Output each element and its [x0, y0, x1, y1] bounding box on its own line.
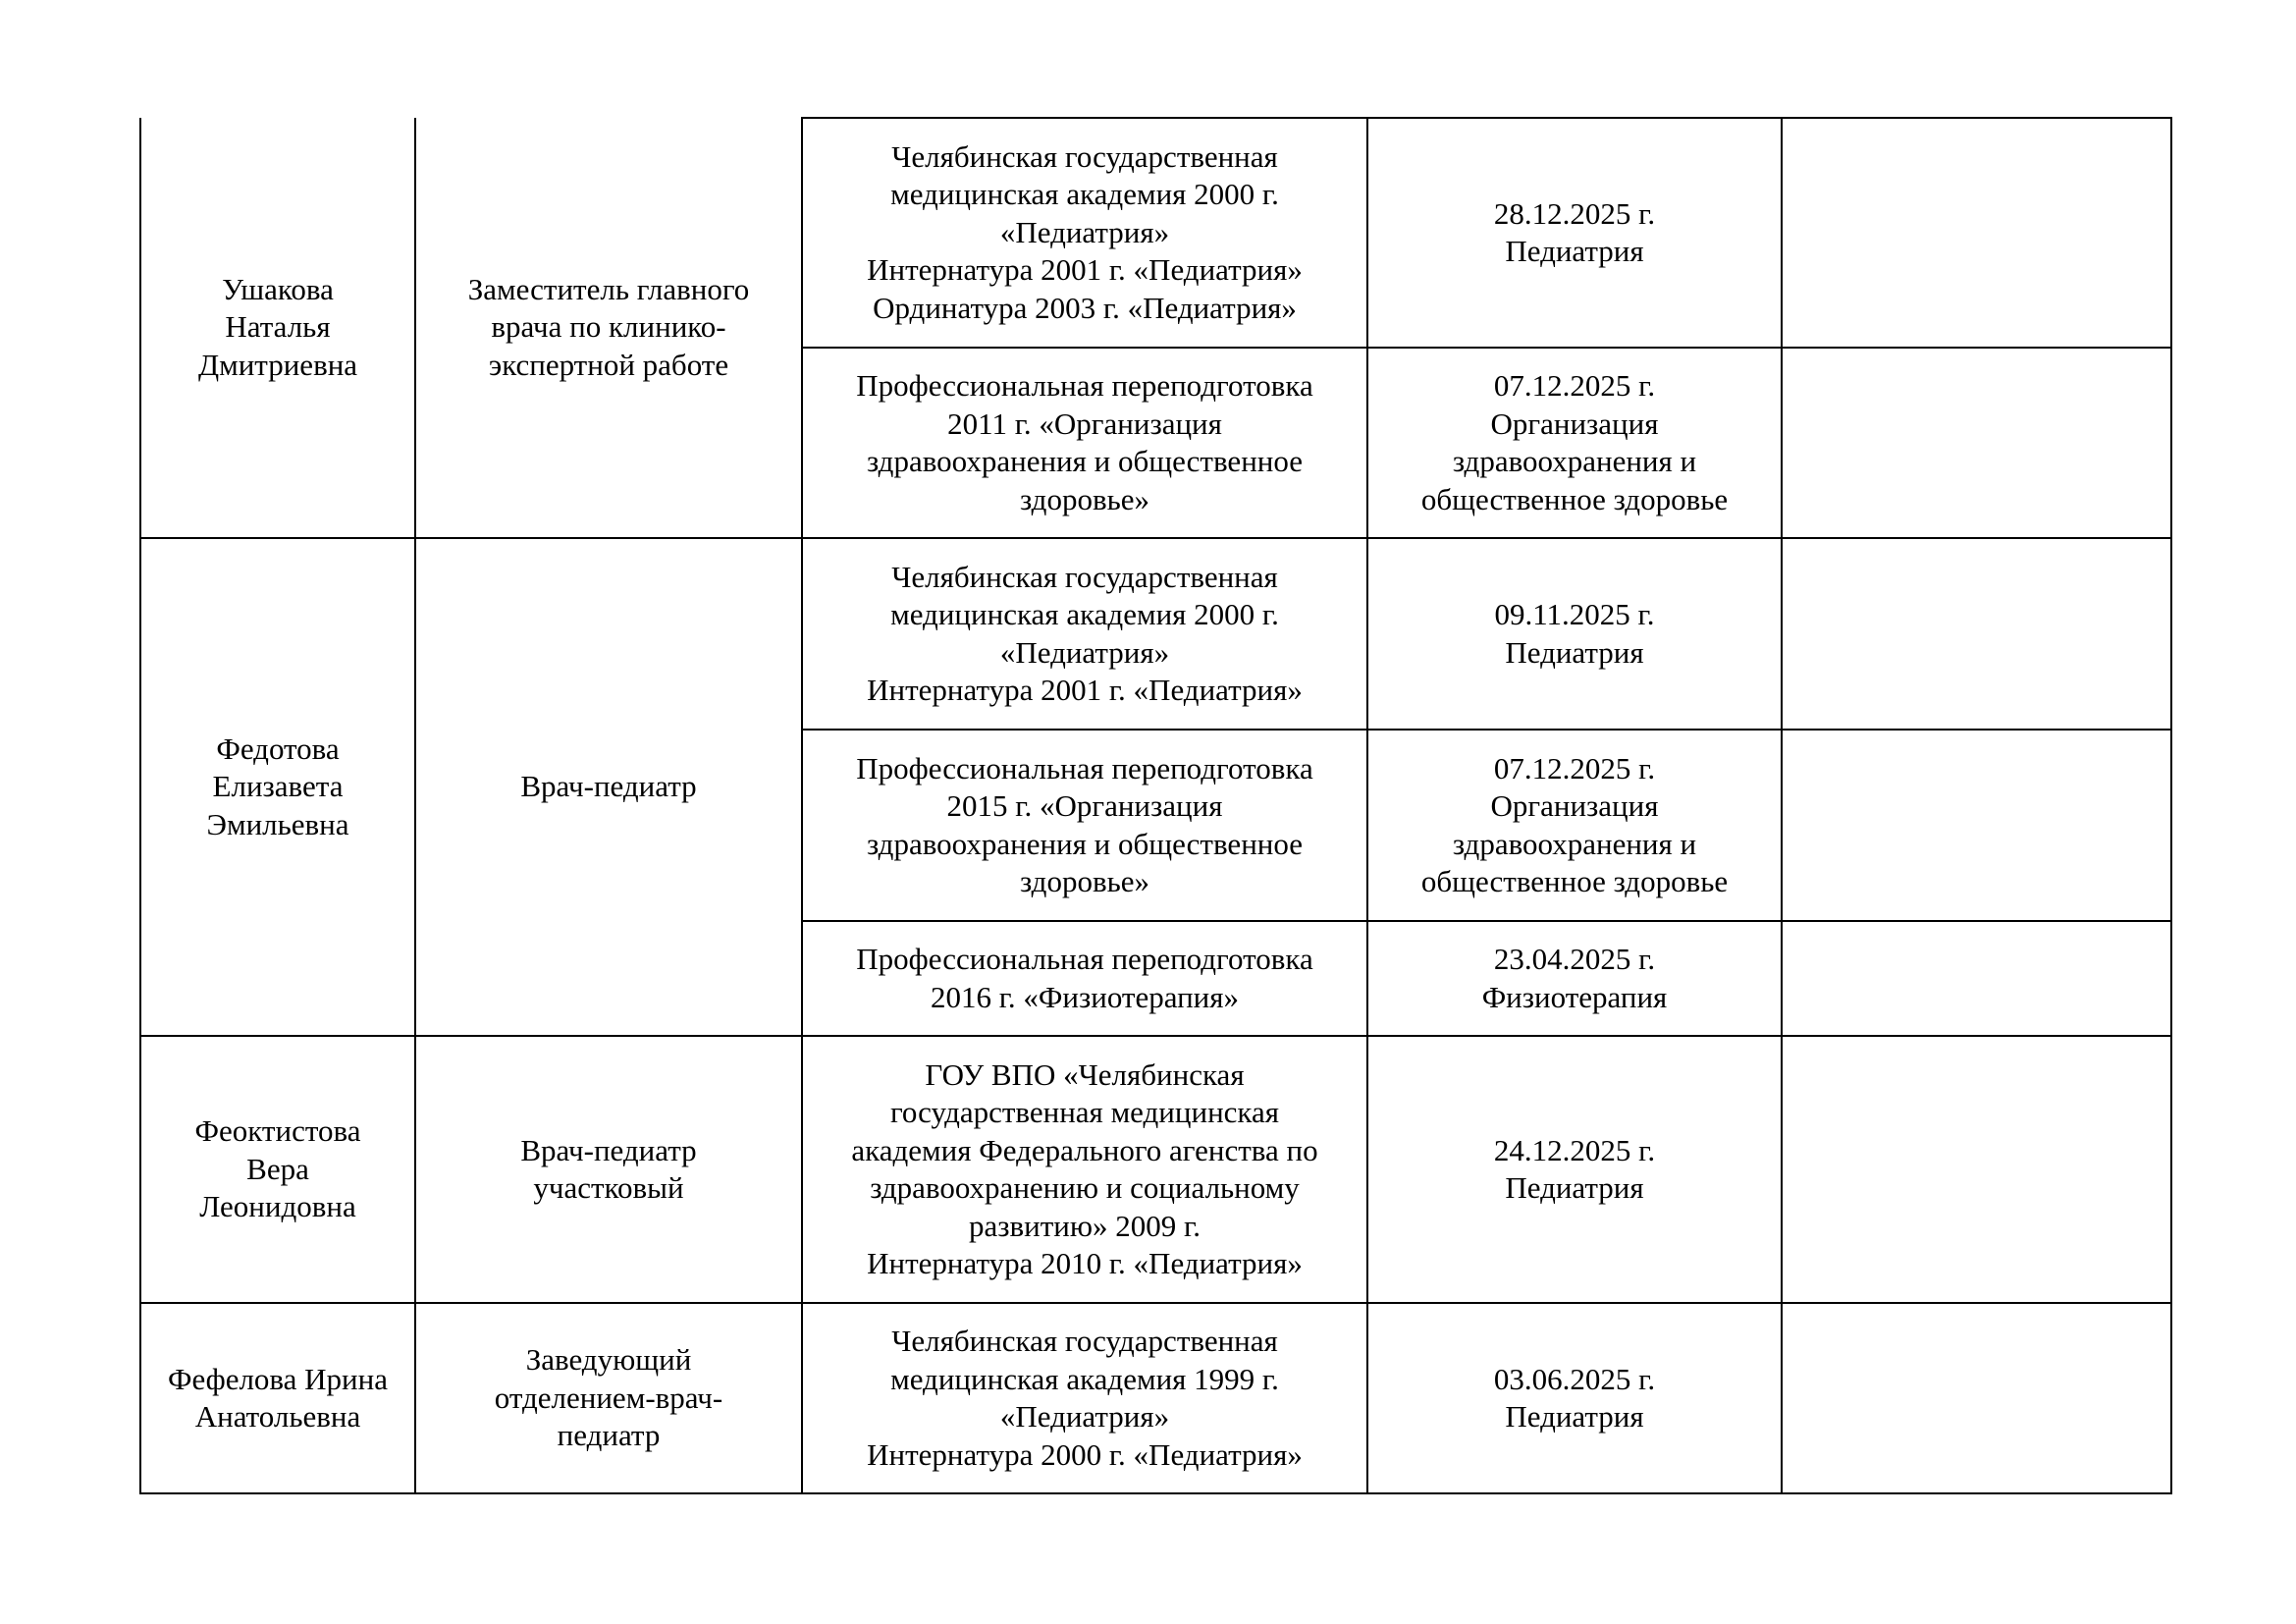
- position-line: педиатр: [557, 1418, 661, 1453]
- education-line: ГОУ ВПО «Челябинская: [925, 1056, 1245, 1092]
- position-line: врача по клинико-: [491, 309, 726, 345]
- education-line: «Педиатрия»: [999, 1399, 1170, 1434]
- education-cell: [802, 538, 1367, 730]
- education-cell: [802, 730, 1367, 921]
- position-line: участковый: [533, 1170, 684, 1205]
- education-line: Челябинская государственная: [891, 138, 1278, 174]
- certificate-line: Педиатрия: [1505, 234, 1644, 268]
- education-line: Профессиональная переподготовка: [856, 942, 1313, 976]
- table-row: [140, 1036, 2171, 1303]
- certificate-line: 07.12.2025 г.: [1493, 750, 1656, 785]
- certificate-line: 23.04.2025 г.: [1493, 942, 1656, 976]
- note-cell: [1782, 348, 2171, 538]
- certificate-line: 07.12.2025 г.: [1493, 368, 1656, 403]
- certificate-line: Физиотерапия: [1481, 979, 1668, 1014]
- certificate-line: 24.12.2025 г.: [1493, 1132, 1656, 1167]
- education-line: Профессиональная переподготовка: [856, 368, 1313, 403]
- position-line: Заведующий: [525, 1342, 692, 1378]
- note-cell: [1782, 1303, 2171, 1493]
- table-row: [140, 538, 2171, 730]
- employee-name-line: Леонидовна: [199, 1189, 356, 1224]
- employee-name-line: Наталья: [225, 309, 331, 345]
- employee-name-cell: [140, 118, 415, 538]
- certificate-cell: [1367, 921, 1782, 1036]
- position-cell: [415, 1036, 802, 1303]
- certificate-cell: [1367, 538, 1782, 730]
- employee-name-line: Елизавета: [212, 769, 344, 804]
- employee-name-line: Вера: [246, 1151, 309, 1186]
- position-cell: [415, 538, 802, 1036]
- note-cell: [1782, 730, 2171, 921]
- note-cell: [1782, 118, 2171, 348]
- certificate-cell: [1367, 348, 1782, 538]
- position-line: экспертной работе: [488, 347, 729, 382]
- certificate-line: Организация: [1490, 788, 1659, 823]
- employee-name-line: Анатольевна: [194, 1399, 361, 1434]
- education-line: академия Федерального агенства по: [851, 1132, 1318, 1167]
- education-line: Профессиональная переподготовка: [856, 750, 1313, 785]
- certificate-cell: [1367, 1303, 1782, 1493]
- education-line: 2016 г. «Физиотерапия»: [930, 979, 1240, 1014]
- employee-name-line: Ушакова: [222, 271, 334, 306]
- education-line: медицинская академия 1999 г.: [890, 1361, 1279, 1396]
- education-line: 2011 г. «Организация: [947, 406, 1222, 441]
- certificate-line: здравоохранения и: [1452, 826, 1697, 861]
- education-cell: [802, 1303, 1367, 1493]
- certificate-line: Педиатрия: [1505, 634, 1644, 670]
- position-line: Врач-педиатр: [520, 1132, 697, 1167]
- certificate-line: здравоохранения и: [1452, 444, 1697, 478]
- education-line: государственная медицинская: [889, 1095, 1280, 1129]
- certificate-line: Педиатрия: [1505, 1399, 1644, 1434]
- note-cell: [1782, 921, 2171, 1036]
- certificate-line: Педиатрия: [1505, 1170, 1644, 1205]
- employee-name-cell: [140, 538, 415, 1036]
- education-line: медицинская академия 2000 г.: [890, 597, 1279, 631]
- position-line: Врач-педиатр: [520, 769, 697, 804]
- education-line: Интернатура 2001 г. «Педиатрия»: [867, 252, 1303, 288]
- certificate-cell: [1367, 118, 1782, 348]
- employee-name-line: Эмильевна: [206, 806, 349, 841]
- education-line: «Педиатрия»: [999, 634, 1170, 670]
- certificate-cell: [1367, 1036, 1782, 1303]
- note-cell: [1782, 1036, 2171, 1303]
- education-line: 2015 г. «Организация: [946, 788, 1223, 823]
- education-line: здравоохранения и общественное: [866, 826, 1304, 861]
- employee-name-line: Федотова: [216, 731, 340, 766]
- education-line: Интернатура 2001 г. «Педиатрия»: [867, 673, 1303, 707]
- position-cell: [415, 1303, 802, 1493]
- education-line: Челябинская государственная: [891, 559, 1278, 594]
- certificate-line: 03.06.2025 г.: [1493, 1361, 1656, 1396]
- education-line: развитию» 2009 г.: [969, 1208, 1201, 1243]
- position-cell: [415, 118, 802, 538]
- table-row: [140, 118, 2171, 348]
- certificate-line: общественное здоровье: [1420, 864, 1729, 898]
- education-cell: [802, 921, 1367, 1036]
- position-line: отделением-врач-: [494, 1380, 723, 1415]
- employee-name-line: Феоктистова: [194, 1113, 361, 1149]
- education-line: «Педиатрия»: [999, 214, 1170, 249]
- certificate-line: 28.12.2025 г.: [1493, 195, 1656, 231]
- education-cell: [802, 118, 1367, 348]
- employee-name-line: Дмитриевна: [197, 347, 358, 382]
- education-line: Челябинская государственная: [891, 1324, 1278, 1358]
- employee-name-cell: [140, 1303, 415, 1493]
- education-line: здоровье»: [1020, 481, 1149, 516]
- certificate-line: общественное здоровье: [1420, 481, 1729, 516]
- education-line: Интернатура 2000 г. «Педиатрия»: [867, 1436, 1303, 1472]
- education-cell: [802, 1036, 1367, 1303]
- education-line: здравоохранения и общественное: [866, 444, 1304, 478]
- employee-name-cell: [140, 1036, 415, 1303]
- certificate-line: Организация: [1490, 406, 1659, 441]
- position-line: Заместитель главного: [467, 271, 750, 306]
- certificate-line: 09.11.2025 г.: [1494, 597, 1655, 631]
- education-line: медицинская академия 2000 г.: [890, 177, 1279, 212]
- education-line: Интернатура 2010 г. «Педиатрия»: [867, 1246, 1303, 1280]
- education-cell: [802, 348, 1367, 538]
- certificate-cell: [1367, 730, 1782, 921]
- education-line: здравоохранению и социальному: [870, 1170, 1300, 1205]
- employee-name-line: Фефелова Ирина: [167, 1361, 388, 1396]
- education-line: здоровье»: [1020, 864, 1149, 898]
- staff-qualification-table: [139, 117, 2172, 1494]
- table-row: [140, 1303, 2171, 1493]
- table-body: [140, 118, 2171, 1493]
- education-line: Ординатура 2003 г. «Педиатрия»: [873, 290, 1297, 325]
- note-cell: [1782, 538, 2171, 730]
